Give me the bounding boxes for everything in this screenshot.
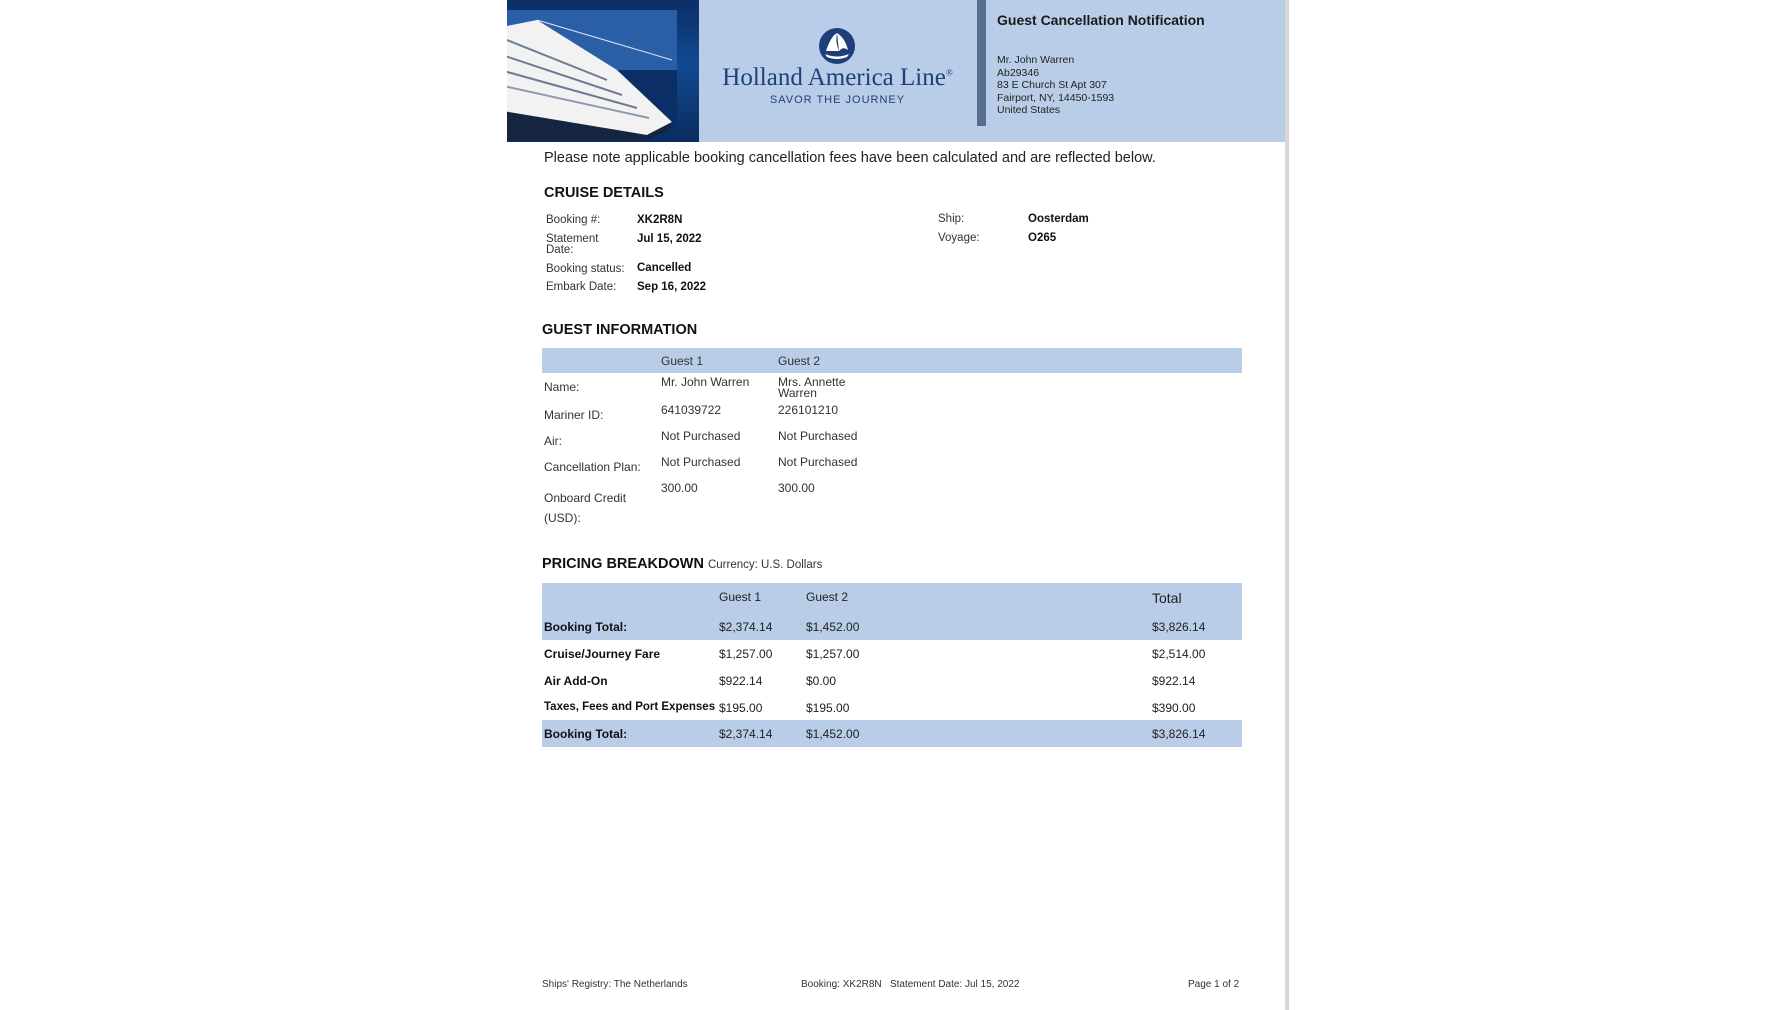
- guest2-column-header: Guest 2: [778, 354, 821, 368]
- guest2-cancellation-plan: Not Purchased: [778, 455, 858, 469]
- cruise-ship-icon: [507, 10, 677, 140]
- status-value: Cancelled: [637, 262, 692, 274]
- guest-info-header-row: [542, 348, 1242, 373]
- voyage-label: Voyage:: [938, 232, 980, 244]
- pricing-header-band: [542, 583, 1242, 640]
- onboard-credit-label: Onboard Credit (USD):: [544, 491, 627, 525]
- air-label: Air:: [544, 434, 562, 448]
- pricing-row-total: $3,826.14: [1152, 620, 1206, 634]
- guest1-name: Mr. John Warren: [661, 375, 750, 389]
- address-line: Fairport, NY, 14450-1593: [997, 91, 1115, 104]
- address-line: 83 E Church St Apt 307: [997, 79, 1107, 91]
- pricing-guest2-header: Guest 2: [806, 590, 849, 604]
- address-line: Mr. John Warren: [997, 54, 1075, 66]
- embark-label: Embark Date:: [546, 281, 617, 293]
- guest1-onboard-credit: 300.00: [661, 481, 698, 495]
- pricing-row-label: Cruise/Journey Fare: [544, 647, 661, 661]
- pricing-row-guest2: $0.00: [806, 674, 837, 688]
- footer-registry: Ships' Registry: The Netherlands: [542, 979, 688, 990]
- cruise-ship-photo: [507, 0, 699, 142]
- statement-label: Statement Date:: [546, 233, 599, 256]
- pricing-row-guest2: $1,452.00: [806, 620, 860, 634]
- pricing-total-header: Total: [1152, 590, 1182, 606]
- guest2-onboard-credit: 300.00: [778, 481, 815, 495]
- ship-value: Oosterdam: [1028, 213, 1089, 225]
- pricing-row-guest1: $2,374.14: [719, 727, 773, 741]
- name-label: Name:: [544, 380, 580, 394]
- pricing-row-label: Booking Total:: [544, 727, 628, 741]
- pricing-row-guest1: $922.14: [719, 674, 763, 688]
- pricing-row-guest2: $1,257.00: [806, 647, 860, 661]
- statement-value: Jul 15, 2022: [637, 233, 702, 245]
- brand-name: Holland America Line®: [722, 64, 953, 91]
- cruise-details-title: CRUISE DETAILS: [544, 185, 664, 201]
- guest2-mariner-id: 226101210: [778, 403, 839, 417]
- address-line: United States: [997, 104, 1061, 116]
- footer-booking: Booking: XK2R8N Statement Date: Jul 15, 2022: [801, 979, 1020, 990]
- pricing-row-label: Booking Total:: [544, 620, 628, 634]
- pricing-title: PRICING BREAKDOWN Currency: U.S. Dollars: [542, 556, 823, 572]
- pricing-row-total: $390.00: [1152, 701, 1196, 715]
- guest2-name: Mrs. Annette Warren: [778, 375, 846, 400]
- cancellation-plan-label: Cancellation Plan:: [544, 460, 641, 474]
- guest1-air: Not Purchased: [661, 429, 741, 443]
- pricing-row-total: $3,826.14: [1152, 727, 1206, 741]
- notice-title: Guest Cancellation Notification: [997, 12, 1205, 28]
- brand-logo: [699, 0, 976, 142]
- mailing-address: [997, 54, 1114, 117]
- pricing-row-total: $2,514.00: [1152, 647, 1206, 661]
- address-line: Ab29346: [997, 66, 1040, 79]
- ship-emblem-icon: [817, 26, 857, 66]
- guest1-cancellation-plan: Not Purchased: [661, 455, 741, 469]
- pricing-row-guest1: $2,374.14: [719, 620, 773, 634]
- booking-value: XK2R8N: [637, 214, 683, 226]
- pricing-row-guest1: $195.00: [719, 701, 763, 715]
- header-band: [507, 0, 1285, 142]
- voyage-value: O265: [1028, 232, 1057, 244]
- guest-info-title: GUEST INFORMATION: [542, 322, 698, 338]
- pricing-row-guest2: $1,452.00: [806, 727, 860, 741]
- pricing-guest1-header: Guest 1: [719, 590, 762, 604]
- embark-value: Sep 16, 2022: [637, 281, 707, 293]
- pricing-row-guest2: $195.00: [806, 701, 850, 715]
- pricing-row-label: Air Add-On: [544, 674, 608, 688]
- currency-note: Currency: U.S. Dollars: [707, 559, 823, 571]
- intro-text: Please note applicable booking cancellation fees have been calculated and are reflected below.: [544, 150, 1156, 166]
- guest1-column-header: Guest 1: [661, 354, 704, 368]
- status-label: Booking status:: [546, 263, 625, 275]
- header-separator: [977, 0, 986, 126]
- ship-label: Ship:: [938, 213, 965, 225]
- document-page: [507, 0, 1289, 1010]
- pricing-row-total: $922.14: [1152, 674, 1196, 688]
- footer-page-number: Page 1 of 2: [1188, 979, 1240, 990]
- pricing-row-guest1: $1,257.00: [719, 647, 773, 661]
- mariner-id-label: Mariner ID:: [544, 408, 604, 422]
- guest1-mariner-id: 641039722: [661, 403, 722, 417]
- pricing-row-label: Taxes, Fees and Port Expenses: [544, 701, 716, 713]
- guest2-air: Not Purchased: [778, 429, 858, 443]
- brand-tagline: SAVOR THE JOURNEY: [769, 94, 906, 106]
- pricing-total-band: [542, 720, 1242, 747]
- booking-label: Booking #:: [546, 214, 601, 226]
